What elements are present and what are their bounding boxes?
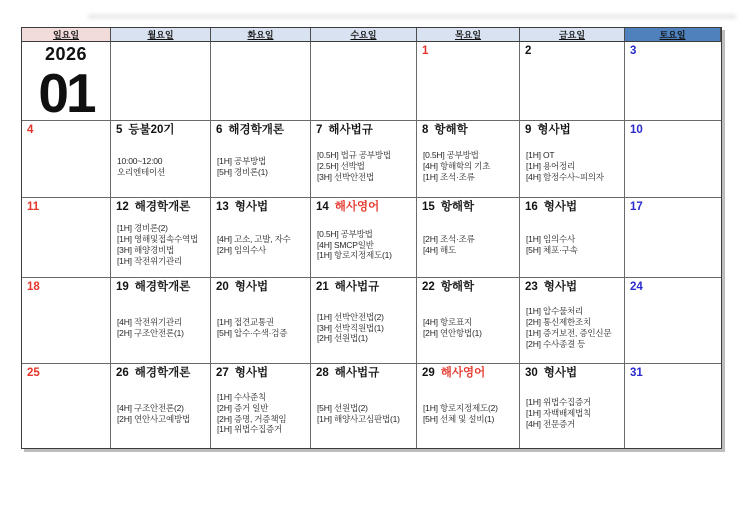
day-cell-1: [417, 42, 520, 121]
schedule-list: [422, 138, 516, 195]
schedule-line: [2H] 조석·조류: [423, 234, 475, 245]
schedule-line: [1H] 용어정리: [526, 161, 575, 172]
day-number: 24: [630, 281, 643, 293]
day-cell-30: [520, 364, 625, 448]
day-cell-10: [625, 121, 721, 198]
day-cell-16: [520, 198, 625, 278]
schedule-line: [1H] 증거보전, 증인신문: [526, 328, 612, 338]
day-number: 6: [216, 124, 223, 136]
day-head: [422, 44, 516, 59]
day-head: [27, 280, 107, 295]
weekday-header-weekday-목요일: 목요일: [417, 28, 520, 42]
day-head: [316, 366, 413, 381]
schedule-list: [216, 295, 307, 361]
day-number: 16: [525, 201, 538, 213]
weekday-header-saturday-토요일: 토요일: [625, 28, 721, 42]
day-head: [116, 280, 207, 295]
schedule-line: [4H] 해도: [423, 245, 456, 255]
day-subject: 형사법: [234, 201, 269, 213]
schedule-line: [4H] 고소, 고발, 자수: [217, 234, 291, 245]
schedule-line: [1H] 수사준칙: [217, 391, 266, 402]
day-number: 18: [27, 281, 40, 293]
schedule-line: [2H] 통신제한조치: [526, 317, 592, 328]
schedule-list: [525, 138, 621, 195]
schedule-line: [2H] 임의수사: [217, 245, 266, 255]
day-cell-24: [625, 278, 721, 364]
day-head: [630, 44, 718, 59]
schedule-line: [3H] 선박직원법(1): [317, 322, 384, 333]
day-cell-12: [111, 198, 211, 278]
day-subject: 형사법: [234, 367, 269, 379]
day-subject: 등불20기: [128, 124, 175, 136]
schedule-list: [422, 295, 516, 361]
day-number: 25: [27, 367, 40, 379]
day-head: [422, 200, 516, 215]
schedule-list: [216, 138, 307, 195]
day-subject: 해사법규: [334, 367, 380, 379]
weekday-header-weekday-월요일: 월요일: [111, 28, 211, 42]
schedule-line: [2H] 증명, 거증책임: [217, 413, 287, 424]
schedule-line: [0.5H] 공부방법: [317, 228, 373, 239]
day-number: 13: [216, 201, 229, 213]
day-subject: 형사법: [543, 367, 578, 379]
day-head: [525, 280, 621, 295]
schedule-line: [2H] 수사종결 등: [526, 338, 586, 349]
day-head: [525, 123, 621, 138]
schedule-line: [0.5H] 공부방법: [423, 150, 479, 161]
day-head: [216, 200, 307, 215]
day-subject: 형사법: [543, 201, 578, 213]
schedule-list: [116, 138, 207, 195]
day-number: 5: [116, 124, 123, 136]
day-number: 14: [316, 201, 329, 213]
month-label: 01: [38, 62, 94, 121]
day-number: 11: [27, 201, 40, 213]
day-number: 30: [525, 367, 538, 379]
day-head: [116, 366, 207, 381]
day-head: [422, 366, 516, 381]
day-number: 9: [525, 124, 532, 136]
schedule-list: [422, 381, 516, 446]
schedule-line: [1H] OT: [526, 150, 555, 161]
schedule-list: [316, 215, 413, 275]
day-number: 12: [116, 201, 129, 213]
schedule-line: [1H] 임의수사: [526, 234, 575, 245]
day-head: [316, 280, 413, 295]
day-number: 1: [422, 45, 429, 57]
day-subject: 해사영어: [334, 201, 380, 213]
day-cell-5: [111, 121, 211, 198]
schedule-list: [216, 215, 307, 275]
schedule-line: [2H] 연안사고예방법: [117, 413, 191, 424]
day-cell-11: [22, 198, 111, 278]
schedule-list: [116, 215, 207, 275]
day-cell-23: [520, 278, 625, 364]
day-head: [116, 123, 207, 138]
day-subject: 항해학: [434, 124, 468, 136]
schedule-list: [316, 295, 413, 361]
schedule-line: [1H] 위법수집증거: [217, 424, 283, 435]
day-cell-19: [111, 278, 211, 364]
schedule-list: [316, 138, 413, 195]
day-cell-31: [625, 364, 721, 448]
schedule-list: [216, 381, 307, 446]
day-number: 4: [27, 124, 34, 136]
day-subject: 해경학개론: [228, 124, 284, 136]
day-cell-4: [22, 121, 111, 198]
day-head: [27, 366, 107, 381]
day-subject: 형사법: [537, 124, 571, 136]
schedule-line: [5H] 체포·구속: [526, 245, 578, 255]
schedule-line: [1H] 압수물처리: [526, 306, 584, 317]
schedule-line: [4H] 항해학의 기초: [423, 161, 491, 172]
schedule-line: [1H] 선박안전법(2): [317, 311, 384, 322]
schedule-line: [1H] 자백배제법칙: [526, 408, 592, 419]
schedule-line: [1H] 조석·조류: [423, 171, 475, 182]
schedule-line: [2.5H] 선박법: [317, 161, 365, 172]
day-number: 3: [630, 45, 637, 57]
day-cell-8: [417, 121, 520, 198]
schedule-line: [1H] 경비론(2): [117, 223, 168, 234]
day-cell-21: [311, 278, 417, 364]
day-subject: 해사영어: [440, 367, 486, 379]
day-head: [525, 200, 621, 215]
scan-shadow-artifact: [88, 15, 736, 18]
day-subject: 해사법규: [334, 281, 380, 293]
schedule-line: [1H] 접견교통권: [217, 317, 275, 328]
day-cell-27: [211, 364, 311, 448]
schedule-line: [5H] 선체 및 설비(1): [423, 413, 495, 424]
day-head: [27, 123, 107, 138]
day-cell-6: [211, 121, 311, 198]
schedule-line: [3H] 해양경비법: [117, 245, 175, 255]
year-month-cell: [22, 42, 111, 121]
day-subject: 항해학: [440, 281, 475, 293]
schedule-line: [1H] 작전위기관리: [117, 255, 183, 266]
schedule-line: [4H] SMCP일반: [317, 239, 374, 250]
day-cell-7: [311, 121, 417, 198]
day-number: 2: [525, 45, 532, 57]
day-head: [630, 123, 718, 138]
day-head: [630, 366, 718, 381]
day-cell-18: [22, 278, 111, 364]
day-cell-20: [211, 278, 311, 364]
schedule-line: [1H] 항로지정제도(1): [317, 250, 392, 261]
schedule-line: [2H] 연안항법(1): [423, 328, 482, 338]
day-cell-14: [311, 198, 417, 278]
schedule-line: [5H] 압수·수색·검증: [217, 328, 288, 338]
day-number: 23: [525, 281, 538, 293]
day-number: 8: [422, 124, 429, 136]
day-cell-25: [22, 364, 111, 448]
day-cell-13: [211, 198, 311, 278]
day-number: 15: [422, 201, 435, 213]
weekday-header-sunday-일요일: 일요일: [22, 28, 111, 42]
schedule-line: [3H] 선박안전법: [317, 171, 375, 182]
schedule-list: [525, 215, 621, 275]
day-head: [525, 44, 621, 59]
day-head: [27, 200, 107, 215]
schedule-line: 오리엔테이션: [117, 166, 166, 177]
calendar: [21, 27, 722, 449]
day-number: 10: [630, 124, 643, 136]
day-head: [316, 123, 413, 138]
schedule-line: [0.5H] 법규 공부방법: [317, 150, 391, 161]
schedule-line: [2H] 선원법(1): [317, 333, 368, 344]
day-cell-empty: [111, 42, 211, 121]
day-cell-17: [625, 198, 721, 278]
schedule-line: [2H] 구조안전론(1): [117, 328, 184, 338]
day-cell-empty: [311, 42, 417, 121]
day-head: [630, 280, 718, 295]
day-head: [422, 280, 516, 295]
schedule-line: [5H] 선원법(2): [317, 402, 368, 413]
day-head: [216, 280, 307, 295]
day-cell-26: [111, 364, 211, 448]
day-cell-15: [417, 198, 520, 278]
schedule-list: [525, 381, 621, 446]
schedule-line: [4H] 작전위기관리: [117, 317, 183, 328]
weekday-header-weekday-수요일: 수요일: [311, 28, 417, 42]
schedule-line: [1H] 영해및접속수역법: [117, 234, 199, 245]
day-subject: 형사법: [543, 281, 578, 293]
day-number: 26: [116, 367, 129, 379]
day-number: 31: [630, 367, 643, 379]
day-number: 17: [630, 201, 643, 213]
schedule-line: [2H] 증거 일반: [217, 402, 269, 413]
schedule-list: [116, 381, 207, 446]
day-subject: 해사법규: [328, 124, 373, 136]
day-number: 22: [422, 281, 435, 293]
day-head: [216, 366, 307, 381]
schedule-line: [4H] 전문증거: [526, 418, 575, 429]
schedule-line: [1H] 위법수집증거: [526, 397, 592, 408]
weekday-header-weekday-금요일: 금요일: [520, 28, 625, 42]
schedule-line: 10:00~12:00: [117, 155, 163, 166]
day-number: 27: [216, 367, 229, 379]
day-subject: 해경학개론: [134, 281, 191, 293]
day-head: [116, 200, 207, 215]
day-head: [630, 200, 718, 215]
schedule-list: [316, 381, 413, 446]
schedule-line: [1H] 해양사고심판법(1): [317, 413, 400, 424]
day-subject: 형사법: [234, 281, 269, 293]
day-number: 28: [316, 367, 329, 379]
day-number: 29: [422, 367, 435, 379]
schedule-line: [5H] 경비론(1): [217, 166, 268, 177]
day-cell-22: [417, 278, 520, 364]
day-cell-9: [520, 121, 625, 198]
schedule-line: [1H] 공부방법: [217, 155, 266, 166]
day-head: [316, 200, 413, 215]
day-cell-empty: [211, 42, 311, 121]
schedule-line: [4H] 함정수사~피의자: [526, 171, 604, 182]
day-cell-28: [311, 364, 417, 448]
day-number: 20: [216, 281, 229, 293]
day-cell-3: [625, 42, 721, 121]
schedule-list: [525, 295, 621, 361]
day-head: [422, 123, 516, 138]
schedule-list: [422, 215, 516, 275]
day-head: [216, 123, 307, 138]
day-head: [525, 366, 621, 381]
schedule-list: [116, 295, 207, 361]
day-cell-2: [520, 42, 625, 121]
schedule-line: [4H] 항로표지: [423, 317, 472, 328]
day-number: 21: [316, 281, 329, 293]
schedule-line: [4H] 구조안전론(2): [117, 402, 184, 413]
day-cell-29: [417, 364, 520, 448]
year-label: 2026: [44, 44, 88, 64]
day-subject: 해경학개론: [134, 367, 191, 379]
weekday-header-weekday-화요일: 화요일: [211, 28, 311, 42]
day-subject: 항해학: [440, 201, 475, 213]
day-number: 7: [316, 124, 323, 136]
schedule-line: [1H] 항로지정제도(2): [423, 402, 498, 413]
day-subject: 해경학개론: [134, 201, 191, 213]
day-number: 19: [116, 281, 129, 293]
